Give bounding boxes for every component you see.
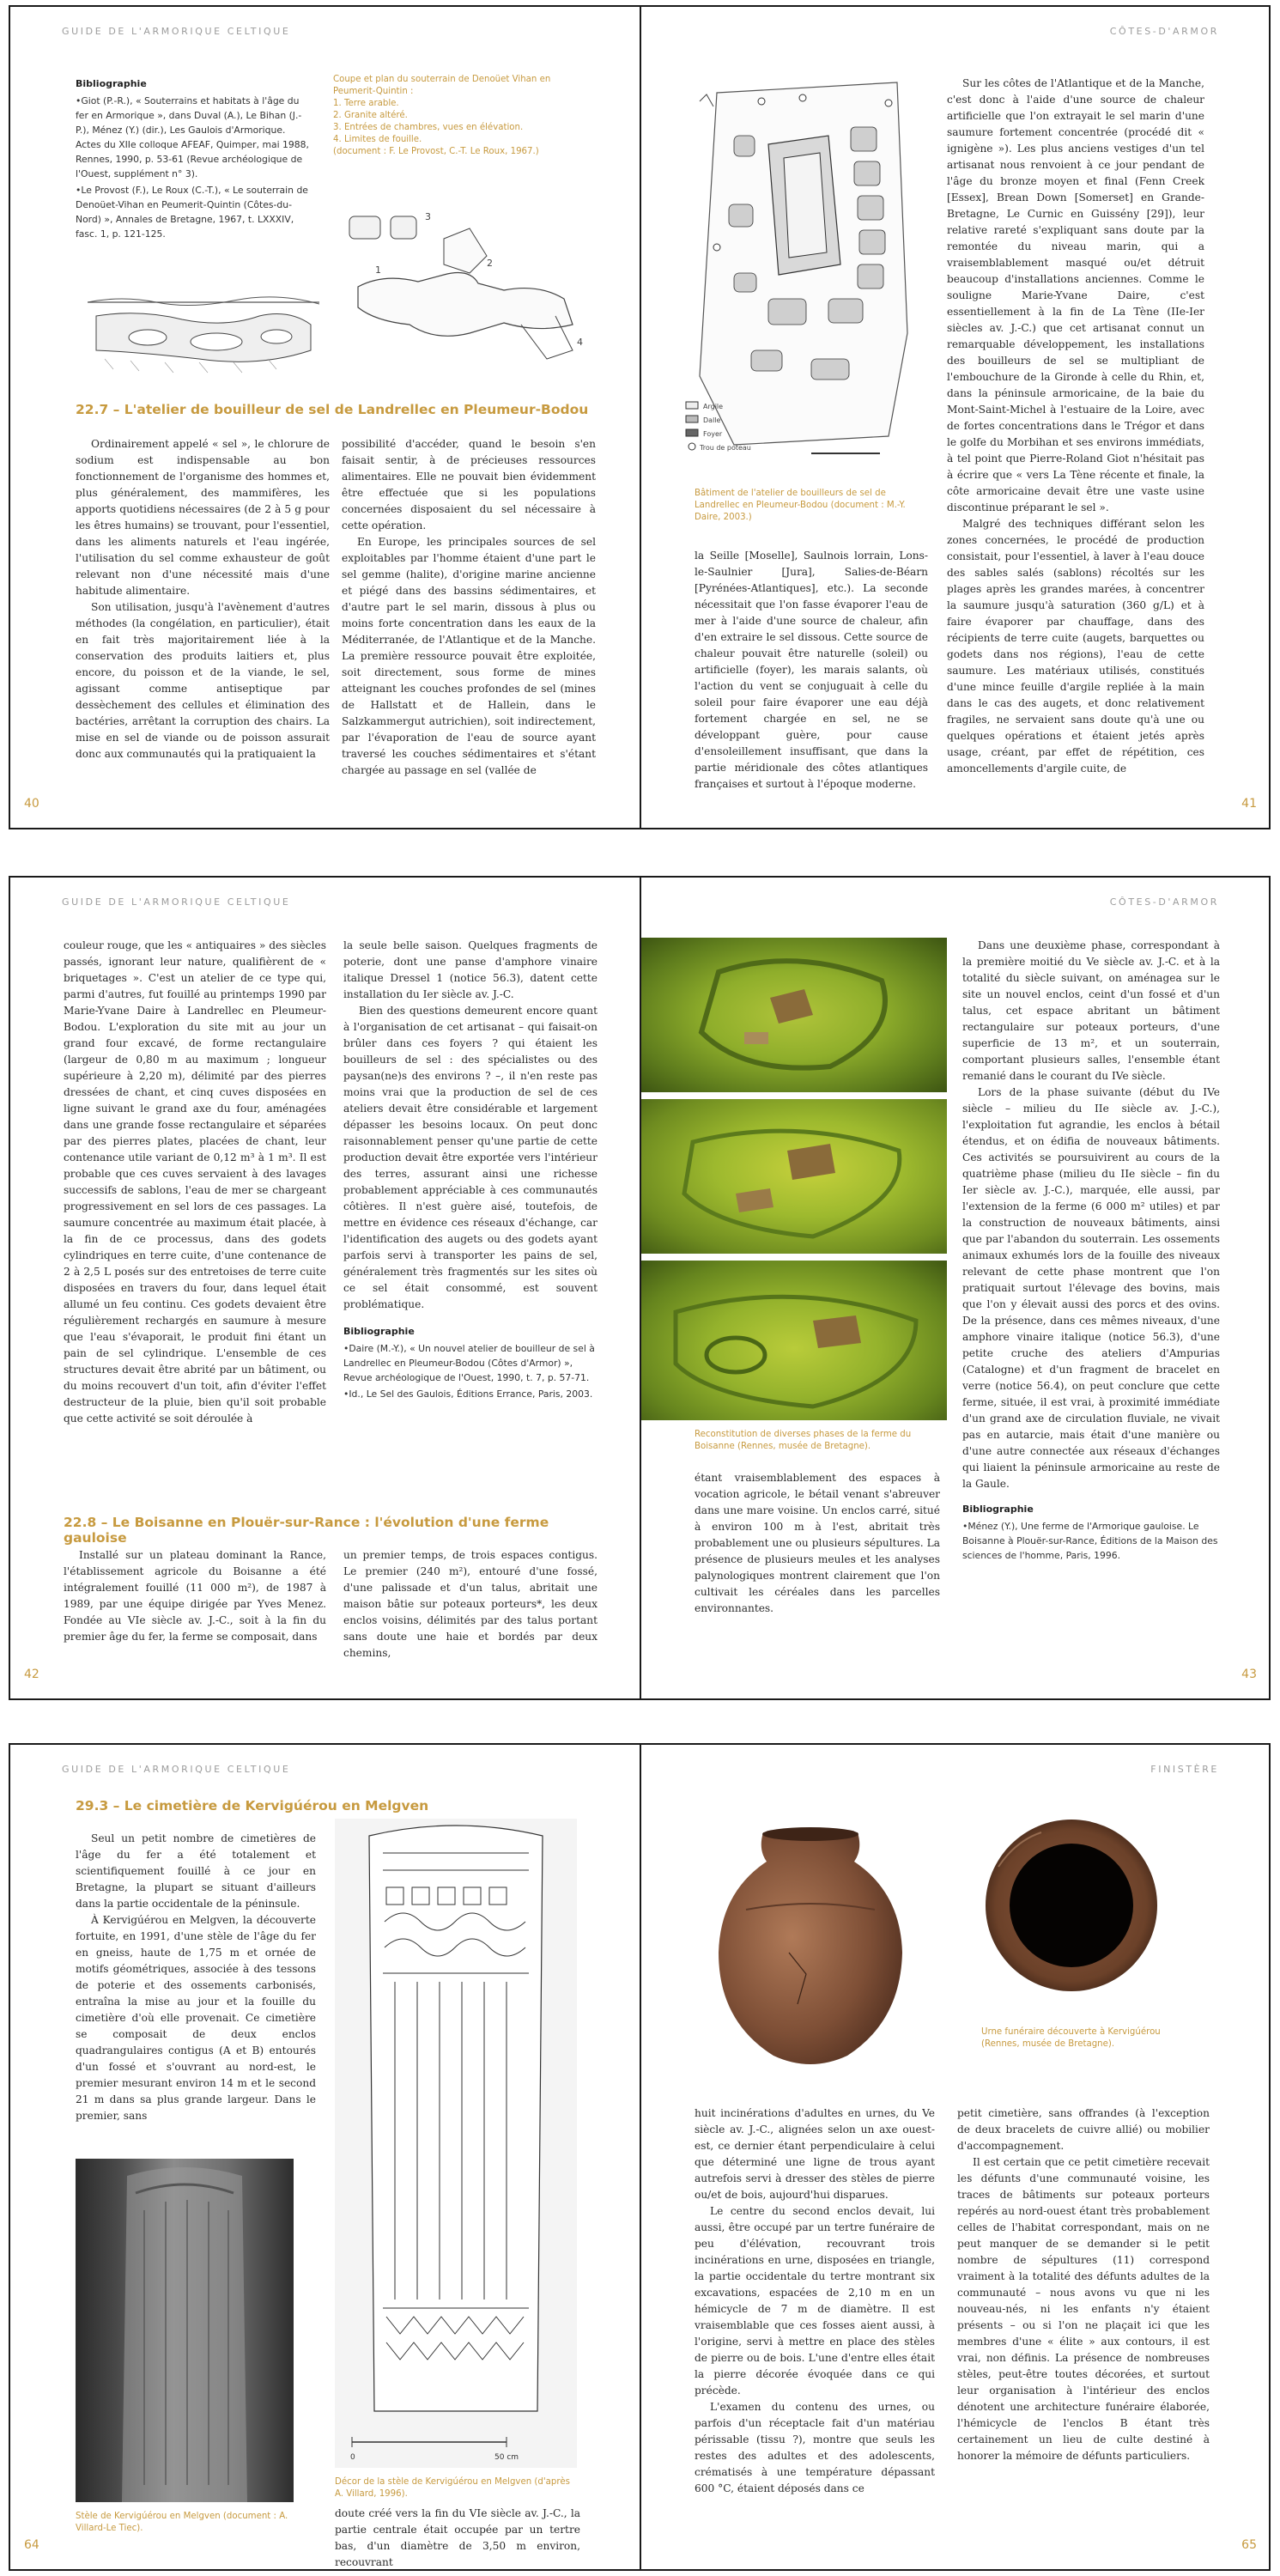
paragraph: petit cimetière, sans offrandes (à l'exception de deux bracelets de cuivre allié) ou mobilier d'accompagnement. [957,2107,1210,2152]
paragraph: couleur rouge, que les « antiquaires » des siècles passés, ignorant leur nature, qualifièrent de « briquetages ». C'est un atelier de ce type qui, parmi d'autres, fut fouillé au printemps 1990 par Marie-Yvane Daire à Landrellec en Pleumeur-Bodou. L'exploration du site mit au jour un grand four excavé, de forme rectangulaire (largeur de 0,80 m au maximum ; longueur supérieure à 2,20 m), délimité par des pierres dressées de chant, et cinq cuves disposées en ligne suivant le grand axe du four, aménagées dans une grande fosse rectangulaire et séparées par des pierres plates, placées de chant, leur contenance utile variant de 0,12 m³ à 1 m³. Il est probable que ces cuves servaient à des lavages successifs de sablons, l'eau de mer se chargeant progressivement en sel lors de ces passages. La saumure concentrée au maximum était placée, à la fin de ce processus, dans des godets cylindriques en terre cuite, d'une contenance de 2 à 2,5 L posés sur des entretoises de terre cuite disposées en travers du four, dans lequel était allumé un feu continu. Ces godets devaient être régulièrement rechargés en saumure à mesure que l'eau s'évaporait, le produit fini étant un pain de sel cylindrique. L'ensemble de ces structures devait être abrité par un bâtiment, ou du moins recouvert d'un toit, afin d'éviter l'effet destructeur de la pluie, bien qu'il soit probable que cette activité se soit déroulée à [64,939,326,1425]
text-column [335,2506,580,2569]
running-head: GUIDE DE L'ARMORIQUE CELTIQUE [62,1764,291,1775]
paragraph: Le centre du second enclos devait, lui aussi, être occupé par un tertre funéraire de peu d'élévation, recouvrant trois incinérations en urne, disposées en triangle, la partie occidentale du tertre montrant six excavations, espacées de 2,10 m en un hémicycle de 7 m de diamètre. Il est vraisemblable que ces fosses aient aussi, à l'origine, servi à mettre en place des stèles de pierre ou de bois. L'une d'entre elles était la pierre décorée évoquée dans ce qui précède. [695,2205,935,2397]
section-title: 22.8 – Le Boisanne en Plouër-sur-Rance : l'évolution d'une ferme gauloise [64,1515,549,1546]
caption-line: (document : F. Le Provost, C.-T. Le Roux, 1967.) [333,147,539,156]
figure-label: 3 [425,211,431,222]
paragraph: Seul un petit nombre de cimetières de l'âge du fer a été totalement et scientifiquement fouillé à ce jour en Bretagne, la plupart se situant d'ailleurs dans la partie occidentale de la péninsule. [76,1832,316,1910]
caption-line: Coupe et plan du souterrain de Denoüet Vihan en Peumerit-Quintin : [333,75,551,96]
running-head: FINISTÈRE [1150,1764,1219,1775]
paragraph: Ordinairement appelé « sel », le chlorure de sodium est indispensable au bon fonctionnement de l'organisme des hommes et, plus généralement, des mammifères, les apports quotidiens nécessaires (de 2 à 5 g pour les êtres humains) se trouvant, pour l'essentiel, dans les aliments naturels et l'eau ingérée, l'utilisation du sel comme exhausteur de goût relevant non d'une nécessité mais d'une habitude alimentaire. [76,438,330,597]
section-title: 22.7 – L'atelier de bouilleur de sel de Landrellec en Pleumeur-Bodou [76,402,589,417]
page-42 [10,878,640,1698]
legend-label: Argile [703,403,724,410]
funerary-urn-side-photo [695,1824,926,2073]
stele-photo [76,2159,294,2502]
text-column [947,76,1204,777]
text-column [64,1547,326,1645]
spread-64-65 [9,1743,1271,2571]
paragraph: Sur les côtes de l'Atlantique et de la Manche, c'est donc à l'aide d'une source de chaleur artificielle que l'on extrayait le sel marin d'une saumure fortement concentrée (procédé dit « ignigène »). Les plus anciens vestiges d'un tel artisanat nous renvoient à ce jour pendant de l'âge du bronze moyen et final (Fenn Creek [Essex], Brean Down [Somerset] en Grande-Bretagne, Le Curnic en Guissény [29]), leur relative rareté s'expliquant sans doute par la remontée du niveau marin, qui a vraisemblablement masqué ou/et détruit beaucoup d'installations anciennes. Comme le souligne Marie-Yvane Daire, c'est essentiellement à la fin de La Tène (IIe-Ier siècles av. J.-C.) que cet artisanat connut un remarquable développement, les installations des bouilleurs de sel se multipliant de l'embouchure de la Gironde à celle du Rhin, et, dans la péninsule armoricaine, de la baie du Mont-Saint-Michel à l'estuaire de la Loire, avec de fortes concentrations dans le Trégor et dans le golfe du Morbihan et ses environs immédiats, à tel point que Pierre-Roland Giot n'hésitait pas à écrire que « vers La Tène récente et finale, la côte armoricaine devait être une vaste usine discontinue préparant le sel ». [947,77,1204,513]
paragraph: étant vraisemblablement des espaces à vocation agricole, le bétail venant s'abreuver dans une mare voisine. Un enclos carré, situé à environ 100 m à l'est, abritait très probablement une ou plusieurs sépultures. La présence de plusieurs meules et les analyses palynologiques montrent clairement que l'on cultivait les céréales dans les parcelles environnantes. [695,1472,940,1614]
caption-line: 4. Limites de fouille. [333,135,422,144]
page-number: 65 [1241,2538,1257,2552]
paragraph: Installé sur un plateau dominant la Rance, l'établissement agricole du Boisanne a été intégralement fouillé (11 000 m²), de 1987 à 1989, par une équipe dirigée par Yves Menez. Fondée au VIe siècle av. J.-C., soit à la fin du premier âge du fer, la ferme se composait, dans [64,1549,326,1643]
paragraph: un premier temps, de trois espaces contigus. Le premier (240 m²), entouré d'une fossé, d'une palissade et d'un talus, abritait une maison bâtie sur poteaux porteurs*, les deux enclos voisins, délimités par des talus portant sans doute une haie et bordés par deux chemins, [343,1549,598,1659]
text-column [76,1831,316,2124]
figure-caption: Reconstitution de diverses phases de la ferme du Boisanne (Rennes, musée de Bretagne). [695,1430,912,1451]
figure-label: 4 [577,337,583,348]
page-number: 43 [1241,1668,1257,1681]
page-number: 40 [24,797,39,811]
page-43 [641,878,1271,1698]
paragraph: L'examen du contenu des urnes, ou parfois d'un réceptacle fait d'un matériau périssable (tissu ?), montre que seuls les restes des adultes et des adolescents, crématisés à une température dépassant 600 °C, étaient déposés dans ce [695,2401,935,2494]
paragraph: En Europe, les principales sources de sel exploitables par l'homme étaient d'une part le sel gemme (halite), d'origine marine ancienne et piégé dans des bassins sédimentaires, et d'autre part le sel marin, dissous à plus ou moins forte concentration dans les eaux de la Méditerranée, de l'Atlantique et de la Manche. La première ressource pouvait être exploitée, soit directement, sous forme de mines atteignant les couches profondes de sel (mines de Hallstatt et de Hallein, dans le Salzkammergut autrichien), soit indirectement, par l'évaporation de l'eau de source ayant traversé les couches sédimentaires et s'étant chargée au passage en sel (vallée de [342,536,596,776]
page-40 [10,7,640,828]
bibliography-entry: •Id., Le Sel des Gaulois, Éditions Errance, Paris, 2003. [343,1388,593,1400]
bibliography-entry: •Giot (P.-R.), « Souterrains et habitats à l'âge du fer en Armorique », dans Duval (A.), Le Bihan (J.-P.), Ménez (Y.) (dir.), Les Gaulois d'Armorique. Actes du XIIe colloque AFEAF, Quimper, mai 1988, Rennes, 1990, p. 53-61 (Revue archéologique de l'Ouest, supplément n° 3). [76,95,309,179]
figure-caption: Bâtiment de l'atelier de bouilleurs de sel de Landrellec en Pleumeur-Bodou (document : M.-Y. Daire, 2003.) [695,489,906,522]
souterrain-section-drawing [88,290,319,376]
text-column [343,938,598,1403]
caption-line: 1. Terre arable. [333,99,399,108]
paragraph: doute créé vers la fin du VIe siècle av. J.-C., la partie centrale était occupée par un tertre bas, d'un diamètre de 3,50 m environ, recouvrant [335,2507,580,2568]
scale-zero-label: 0 [350,2453,355,2462]
running-head: CÔTES-D'ARMOR [1109,896,1219,908]
stele-decoration-drawing [335,1819,577,2468]
text-column [962,938,1220,1564]
paragraph: Bien des questions demeurent encore quant à l'organisation de cet artisanat – qui faisait-on brûler dans ces foyers ? qui étaient les bouilleurs de sel : des spécialistes ou des paysan(ne)s des environs ? –, il n'en reste pas moins vrai que la production de sel de ces ateliers devait être considérable et largement dépasser les besoins locaux. On peut donc raisonnablement penser qu'une partie de cette production devait être exportée vers l'intérieur des terres, assurant ainsi une richesse probablement appréciable à ces communautés côtières. Il n'est guère aisé, toutefois, de mettre en évidence ces réseaux d'échange, car l'identification des augets ou des godets ayant parfois servi à transporter les pains de sel, généralement très fragmentés sur les sites où ce sel était consommé, est souvent problématique. [343,1005,598,1310]
running-head: GUIDE DE L'ARMORIQUE CELTIQUE [62,26,291,37]
scale-label: 50 cm [494,2453,519,2462]
farm-model-detail [641,1261,947,1420]
farm-reconstruction-photo-1 [641,938,947,1092]
farm-model-detail [641,938,947,1092]
text-column [343,1547,598,1662]
bibliography-entry: •Le Provost (F.), Le Roux (C.-T.), « Le souterrain de Denoüet-Vihan en Peumerit-Quintin (Côtes-du-Nord) », Annales de Bretagne, 1967, t. LXXXIV, fasc. 1, p. 121-125. [76,185,308,240]
page-41 [641,7,1271,828]
bibliography-title: Bibliographie [76,78,147,89]
figure-caption: Stèle de Kervigúérou en Melgven (document : A. Villard-Le Tiec). [76,2512,288,2533]
paragraph: Son utilisation, jusqu'à l'avènement d'autres méthodes (la congélation, en particulier), était en fait très majoritairement liée à la conservation des produits laitiers et, plus encore, du poisson et de la viande, le sel, agissant comme antiseptique par dessèchement des cellules et élimination des bactéries, arrêtant la corruption des chairs. La mise en sel de viande ou de poisson assurait donc aux communautés qui la pratiquaient la [76,601,330,760]
figure-caption: Urne funéraire découverte à Kervigúérou (Rennes, musée de Bretagne). [981,2027,1161,2049]
page-64 [10,1745,640,2569]
paragraph: Dans une deuxième phase, correspondant à la première moitié du Ve siècle av. J.-C. et à la totalité du siècle suivant, on aménagea sur le site un nouvel enclos, ceint d'un fossé et d'un talus, cet espace abritant un bâtiment rectangulaire sur poteaux porteurs, d'une superficie de 13 m², et un souterrain, comportant plusieurs salles, l'ensemble étant remanié dans le courant du IVe siècle. [962,939,1220,1082]
spread-42-43 [9,876,1271,1700]
bibliography-title: Bibliographie [962,1504,1034,1515]
bibliography-entry: •Daire (M.-Y.), « Un nouvel atelier de bouilleur de sel à Landrellec en Pleumeur-Bodou (Côtes d'Armor) », Revue archéologique de l'Ouest, 1990, t. 7, p. 57-71. [343,1343,595,1383]
caption-line: 3. Entrées de chambres, vues en élévation. [333,123,524,132]
bibliography-entry: •Ménez (Y.), Une ferme de l'Armorique gauloise. Le Boisanne à Plouër-sur-Rance, Éditions de la Maison des sciences de l'homme, Paris, 1996. [962,1521,1218,1561]
salt-workshop-plan [682,76,914,471]
bibliography-block [76,76,309,243]
figure-caption: Décor de la stèle de Kervigúérou en Melgven (d'après A. Villard, 1996). [335,2477,570,2499]
page-number: 64 [24,2538,39,2552]
paragraph: huit incinérations d'adultes en urnes, du Ve siècle av. J.-C., alignées selon un axe ouest-est, ce dernier étant perpendiculaire à celui que déterminé une ligne de trous ayant autrefois servi à dresser des stèles de pierre ou/et de bois, aujourd'hui disparues. [695,2107,935,2201]
farm-reconstruction-photo-3 [641,1261,947,1420]
paragraph: Lors de la phase suivante (début du IVe siècle – milieu du IIe siècle av. J.-C.), l'exploitation fut agrandie, les enclos à bétail étendus, et on édifia de nouveaux bâtiments. Ces activités se poursuivirent au cours de la quatrième phase (milieu du IIe siècle – fin du Ier siècle av. J.-C.), marquée, elle aussi, par l'extension de la ferme (6 000 m² utiles) et par la construction de nouveaux bâtiments, ainsi que par l'abandon du souterrain. Les ossements animaux exhumés lors de la fouille des niveaux relevant de cette phase montrent que l'on pratiquait surtout l'élevage des bovins, mais que l'on y élevait aussi des porcs et des ovins. De la présence, dans ces mêmes niveaux, d'une amphore vinaire italique (notice 56.3), d'une petite cruche des ateliers d'Ampurias (Catalogne) et d'un fragment de bracelet en verre (notice 56.4), on peut conclure que cette ferme, située, il est vrai, à proximité immédiate d'un grand axe de circulation fluviale, ne vivait pas en autarcie, mais était d'une manière ou d'une autre connectée aux réseaux d'échanges qui liaient la péninsule armoricaine au reste de la Gaule. [962,1086,1220,1490]
figure-label: 1 [375,264,381,276]
paragraph: Il est certain que ce petit cimetière recevait les défunts d'une communauté voisine, les traces de bâtiments sur poteaux porteurs repérés au nord-ouest étant très probablement celles de l'habitat correspondant, mais on ne peut manquer de se demander si le petit nombre de sépultures (11) correspond vraiment à la totalité des défunts adultes de la communauté – nous avons vu que ni les nouveau-nés, ni les enfants n'y étaient présents – ou si l'on ne plaçait ici que les membres d'une « élite » aux contours, il est vrai, non définis. La présence de nombreuses stèles, peut-être toutes décorées, et surtout leur organisation à l'intérieur des enclos dénotent une architecture funéraire élaborée, l'hémicycle de l'enclos B étant très certainement un lieu de culte destiné à honorer la mémoire de défunts particuliers. [957,2156,1210,2462]
text-column [957,2105,1210,2464]
page-number: 41 [1241,797,1257,811]
text-column [695,548,928,793]
legend-label: Dalle [703,416,721,424]
paragraph: possibilité d'accéder, quand le besoin s'en faisait sentir, à de précieuses ressources alimentaires. Elle ne pouvait bien évidemment être effectuée que si les populations concernées disposaient du sel nécessaire à cette opération. [342,438,596,532]
stele-photo-detail [76,2159,294,2502]
paragraph: la seule belle saison. Quelques fragments de poterie, dont une panse d'amphore vinaire italique Dressel 1 (notice 56.3), datent cette installation du Ier siècle av. J.-C. [343,939,598,1000]
page-65 [641,1745,1271,2569]
paragraph: Malgré des techniques différant selon les zones concernées, le procédé de production consistait, pour l'essentiel, à laver à l'eau douce des sables salés (sablons) récoltés sur les plages après les grandes marées, à concentrer la saumure jusqu'à saturation (360 g/L) et à faire évaporer par chauffage, dans des récipients de terre cuite (augets, barquettes ou godets dans nos régions), l'eau de cette saumure. Les matériaux utilisés, constitués d'une mince feuille d'argile repliée à la main dans le cas des augets, et donc relativement fragiles, ne servaient sans doute qu'à une ou quelques opérations et étaient jetés après usage, créant, par effet de répétition, ces amoncellements d'argile cuite, de [947,518,1204,775]
farm-model-detail [641,1099,947,1254]
page-number: 42 [24,1668,39,1681]
caption-line: 2. Granite altéré. [333,111,408,120]
legend-label: Trou de poteau [700,444,751,452]
figure-caption [333,74,591,158]
text-column [342,436,596,779]
farm-reconstruction-photo-2 [641,1099,947,1254]
paragraph: À Kervigúérou en Melgven, la découverte fortuite, en 1991, d'une stèle de l'âge du fer en gneiss, haute de 1,75 m et ornée de motifs géométriques, associée à des tessons de poterie et des ossements carbonisés, entraîna la mise au jour et la fouille du cimetière d'où elle provenait. Ce cimetière se composait de deux enclos quadrangulaires contigus (A et B) entourés d'un fossé et s'ouvrant au nord-est, le premier mesurant environ 14 m et le second 21 m dans sa plus grande largeur. Dans le premier, sans [76,1914,316,2122]
figure-label: 2 [487,258,493,269]
text-column [695,1470,940,1617]
text-column [695,2105,935,2497]
running-head: GUIDE DE L'ARMORIQUE CELTIQUE [62,896,291,908]
legend-label: Foyer [703,430,723,438]
bibliography-title: Bibliographie [343,1326,415,1337]
section-title: 29.3 – Le cimetière de Kervigúérou en Melgven [76,1798,429,1814]
souterrain-plan-drawing [341,204,598,376]
running-head: CÔTES-D'ARMOR [1109,26,1219,37]
funerary-urn-top-photo [981,1815,1162,1996]
text-column [76,436,330,762]
spread-40-41 [9,5,1271,829]
text-column [64,938,326,1427]
paragraph: la Seille [Moselle], Saulnois lorrain, Lons-le-Saulnier [Jura], Salies-de-Béarn [Pyrénées-Atlantiques], etc.). La seconde nécessitait que l'on fasse évaporer l'eau de mer à l'aide d'une source de chaleur, afin d'en extraire le sel dissous. Cette source de chaleur pouvait être naturelle (soleil) ou artificielle (foyer), les marais salants, où l'action du vent se conjuguait à celle du soleil pour faire évaporer une eau déjà fortement chargée en sel, ne se développant guère, pour cause d'ensoleillement insuffisant, que dans la partie méridionale des côtes atlantiques françaises et surtout à l'époque moderne. [695,550,928,790]
